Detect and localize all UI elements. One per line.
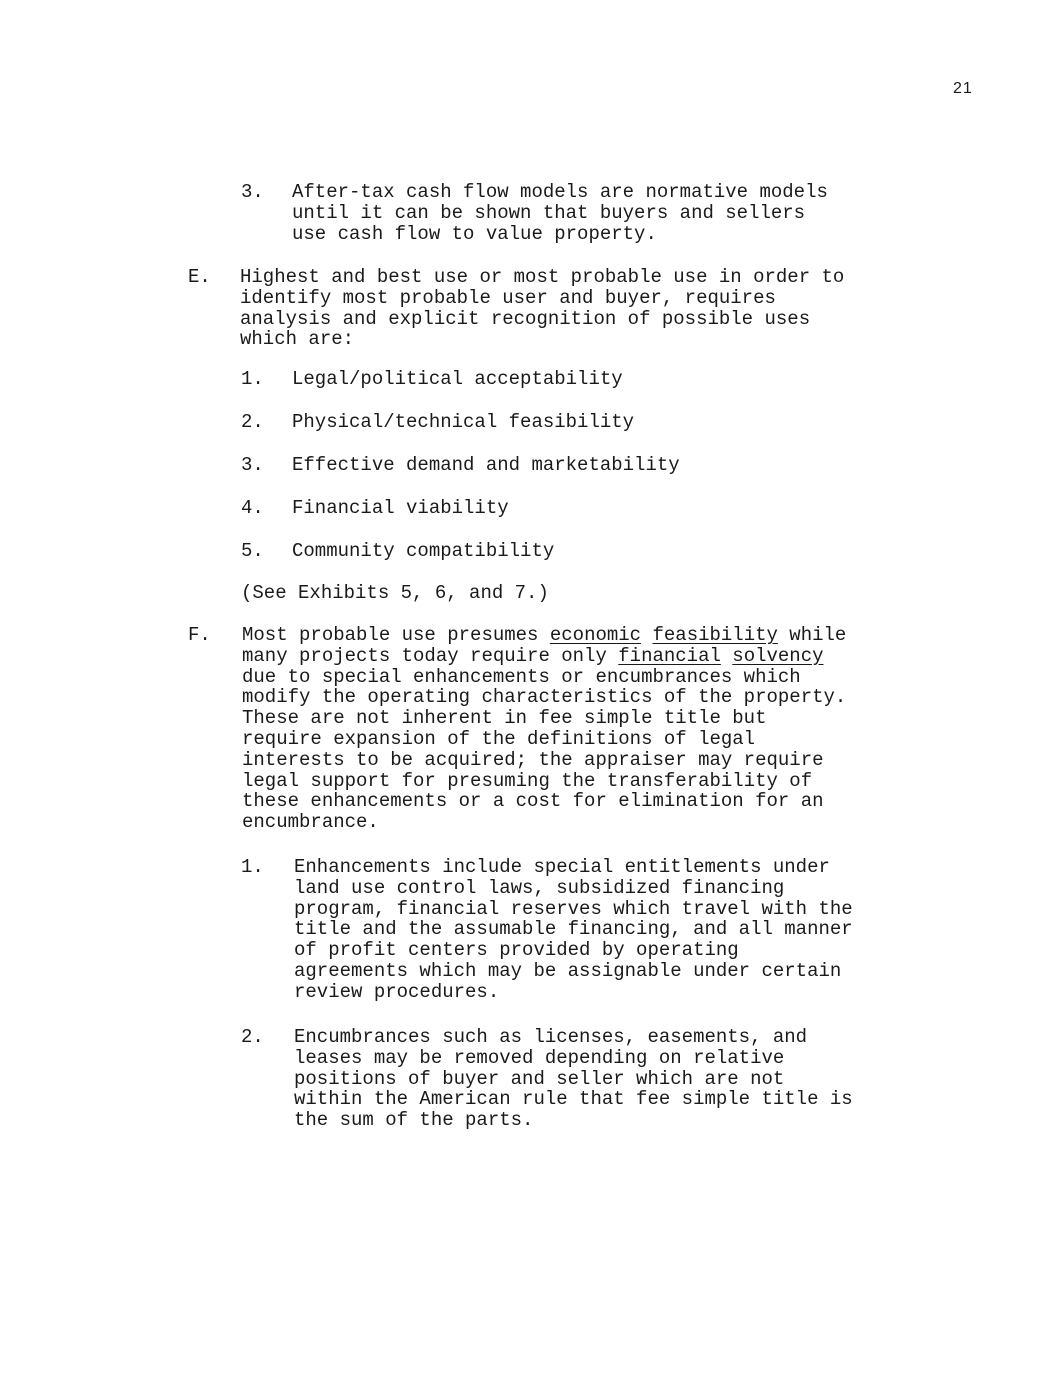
section-f-line: encumbrance.	[242, 811, 379, 834]
list-item-marker: 3.	[241, 454, 264, 476]
list-item-text: Physical/technical feasibility	[292, 411, 635, 433]
list-item-text: Financial viability	[292, 497, 509, 519]
underlined-term: feasibility	[652, 624, 778, 646]
underlined-term: financial	[618, 644, 721, 667]
section-e-line: identify most probable user and buyer, requires	[240, 286, 776, 309]
item-d3-marker: 3.	[241, 181, 264, 203]
text-run: while	[777, 624, 847, 646]
list-item-text: Effective demand and marketability	[292, 454, 680, 476]
item-d3-text	[292, 182, 828, 244]
enhancements-text	[294, 857, 853, 1003]
list-item-line: land use control laws, subsidized financing	[294, 876, 785, 899]
list-item-line: the sum of the parts.	[294, 1109, 534, 1132]
section-e-text	[240, 267, 844, 350]
list-item-line: positions of buyer and seller which are not	[294, 1067, 785, 1090]
section-f-line	[242, 645, 824, 667]
text-run: Most probable use presumes	[242, 624, 550, 646]
list-item-line: within the American rule that fee simple title is	[294, 1088, 853, 1111]
list-item-line: Enhancements include special entitlements under	[294, 856, 830, 878]
text-run	[721, 645, 732, 667]
list-item-line: agreements which may be assignable under certain	[294, 959, 842, 982]
list-item-text: Legal/political acceptability	[292, 368, 623, 390]
section-e-line: which are:	[240, 328, 355, 351]
section-f-line	[242, 624, 846, 646]
item-d3-line: After-tax cash flow models are normative models	[292, 181, 828, 203]
text-run: many projects today require only	[242, 644, 619, 667]
list-item-line: title and the assumable financing, and all manner	[294, 918, 853, 941]
section-f-line: these enhancements or a cost for elimination for an	[242, 790, 824, 813]
list-item-line: of profit centers provided by operating	[294, 939, 739, 962]
page-number: 21	[953, 80, 973, 97]
encumbrances-text	[294, 1027, 853, 1131]
section-e-marker: E.	[188, 266, 211, 288]
section-f-line: modify the operating characteristics of the property.	[242, 686, 847, 709]
list-item-line: Encumbrances such as licenses, easements, and	[294, 1026, 808, 1048]
underlined-term: solvency	[732, 644, 824, 667]
list-item-marker: 4.	[241, 497, 264, 519]
section-f-line: due to special enhancements or encumbrances which	[242, 665, 801, 688]
list-item-marker: 1.	[241, 368, 264, 390]
section-f-marker: F.	[188, 624, 211, 646]
underlined-term: economic	[549, 624, 642, 646]
exhibits-note: (See Exhibits 5, 6, and 7.)	[241, 582, 549, 604]
section-f-line: legal support for presuming the transferability of	[242, 769, 813, 792]
item-d3-line: until it can be shown that buyers and sellers	[292, 201, 806, 224]
section-f-text	[242, 625, 846, 833]
list-item-marker: 2.	[241, 411, 264, 433]
section-f-line: These are not inherent in fee simple title but	[242, 707, 767, 730]
section-f-line: require expansion of the definitions of legal	[242, 727, 756, 750]
list-item-line: review procedures.	[294, 980, 500, 1003]
list-item-marker: 5.	[241, 540, 264, 562]
list-item-line: leases may be removed depending on relative	[294, 1046, 785, 1069]
list-item-marker: 1.	[241, 856, 264, 878]
list-item-line: program, financial reserves which travel with the	[294, 897, 853, 920]
item-d3-line: use cash flow to value property.	[292, 222, 657, 245]
section-e-line: analysis and explicit recognition of possible uses	[240, 307, 811, 330]
section-e-line: Highest and best use or most probable use in order to	[240, 266, 845, 288]
list-item-text: Community compatibility	[292, 540, 555, 562]
text-run	[641, 624, 652, 646]
list-item-marker: 2.	[241, 1026, 264, 1048]
section-f-line: interests to be acquired; the appraiser may require	[242, 748, 824, 771]
